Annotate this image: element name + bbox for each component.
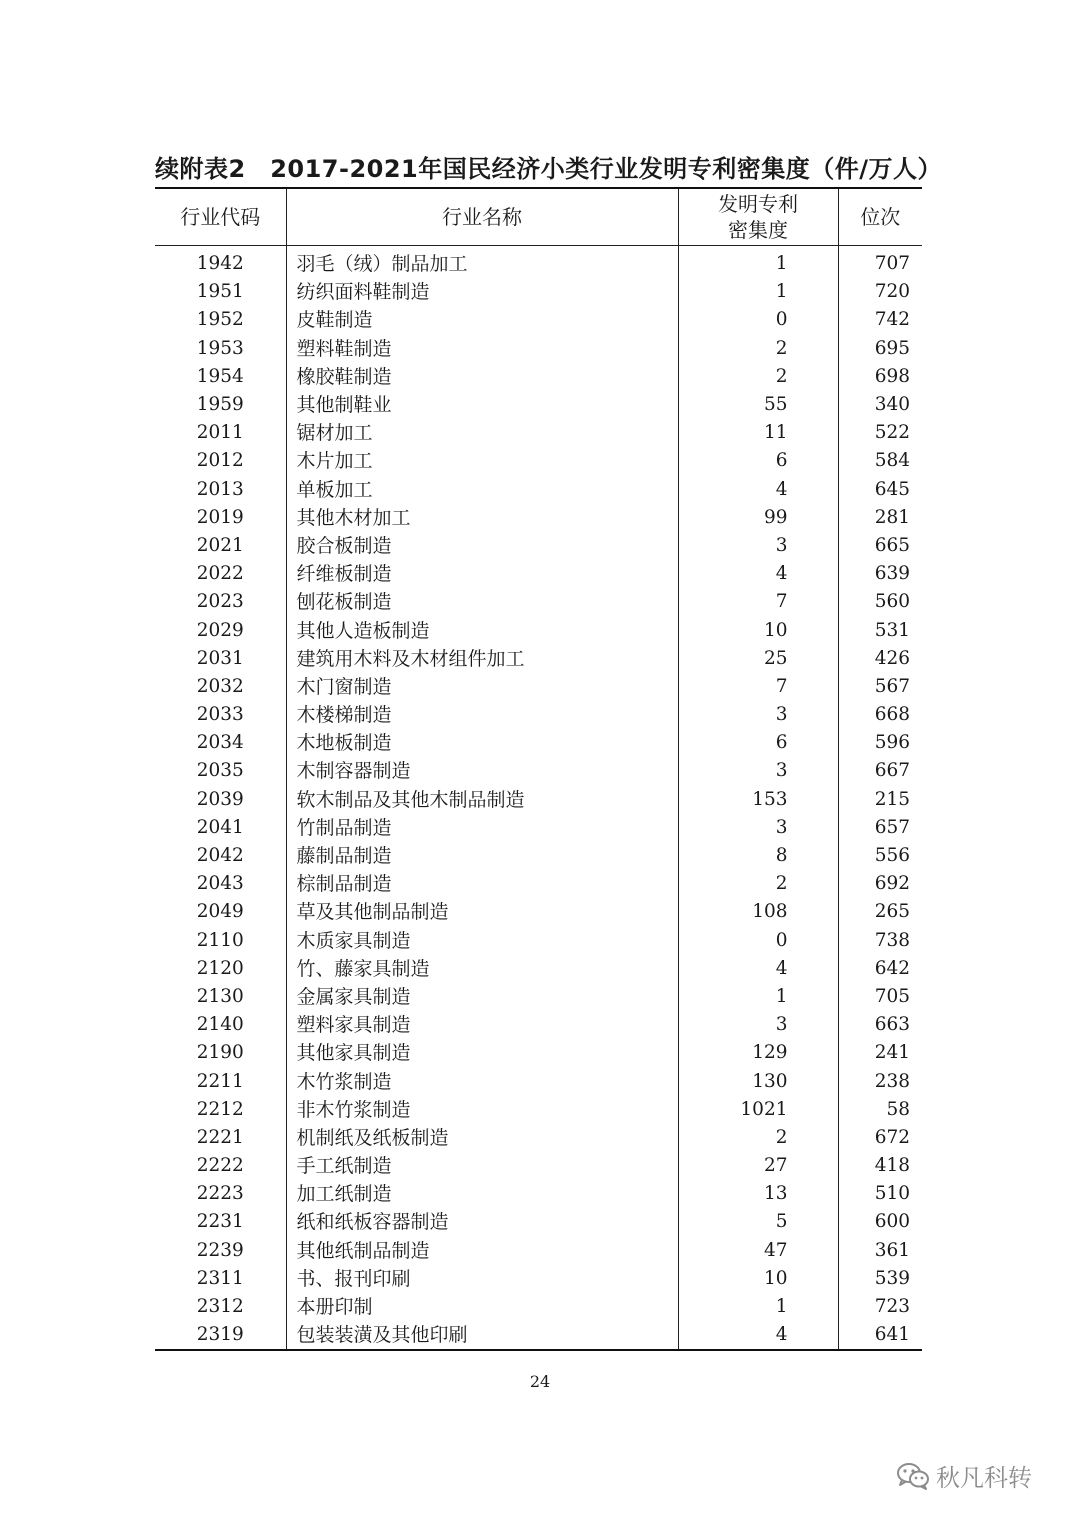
watermark [896,1458,1032,1493]
patent-density-cell: 27 [678,1152,838,1180]
patent-density-cell: 3 [678,532,838,560]
table-row [155,1096,922,1124]
table-row [155,898,922,926]
rank-cell: 665 [838,532,922,560]
rank-cell: 742 [838,306,922,334]
industry-code-cell: 2032 [196,675,244,697]
table-row [155,335,922,363]
patent-density-cell: 1 [678,278,838,306]
patent-density-cell: 7 [678,673,838,701]
table-row [155,447,922,475]
rank-cell: 596 [838,729,922,757]
industry-name-cell: 木质家具制造 [286,927,678,955]
patent-density-cell: 6 [678,729,838,757]
industry-name-cell: 皮鞋制造 [286,306,678,334]
table-row [155,1124,922,1152]
table-row [155,363,922,391]
patent-density-cell: 0 [678,927,838,955]
industry-name-cell: 软木制品及其他木制品制造 [286,786,678,814]
industry-name-cell: 其他制鞋业 [286,391,678,419]
patent-density-cell: 11 [678,419,838,447]
industry-name-cell: 木地板制造 [286,729,678,757]
patent-density-cell: 10 [678,616,838,644]
industry-code-cell: 2013 [196,478,244,500]
patent-density-cell: 3 [678,757,838,785]
header-industry-name: 行业名称 [286,188,678,246]
industry-name-cell: 纺织面料鞋制造 [286,278,678,306]
rank-cell: 238 [838,1067,922,1095]
table-row [155,1067,922,1095]
patent-density-cell: 4 [678,476,838,504]
industry-name-cell: 藤制品制造 [286,842,678,870]
table-row [155,701,922,729]
patent-density-cell: 25 [678,645,838,673]
rank-cell: 720 [838,278,922,306]
header-patent-density [678,188,838,246]
industry-code-cell: 2239 [196,1239,244,1261]
header-density-line1: 发明专利 [718,192,798,216]
patent-density-cell: 130 [678,1067,838,1095]
industry-name-cell: 木门窗制造 [286,673,678,701]
table-row [155,673,922,701]
patent-density-cell: 10 [678,1265,838,1293]
industry-code-cell: 2041 [196,816,244,838]
table-row [155,1039,922,1067]
industry-code-cell: 2110 [196,929,244,951]
patent-density-cell: 7 [678,588,838,616]
patent-density-cell: 2 [678,363,838,391]
industry-code-cell: 2319 [196,1324,244,1346]
rank-cell: 361 [838,1237,922,1265]
industry-code-cell: 2231 [196,1211,244,1233]
industry-code-cell: 2311 [196,1267,244,1289]
industry-name-cell: 棕制品制造 [286,870,678,898]
table-row [155,560,922,588]
table-row [155,476,922,504]
industry-code-cell: 2190 [196,1042,244,1064]
industry-code-cell: 2035 [196,760,244,782]
industry-code-cell: 1942 [196,253,244,275]
table-row [155,588,922,616]
rank-cell: 241 [838,1039,922,1067]
rank-cell: 281 [838,504,922,532]
industry-name-cell: 刨花板制造 [286,588,678,616]
rank-cell: 639 [838,560,922,588]
rank-cell: 663 [838,1011,922,1039]
industry-code-cell: 2223 [196,1183,244,1205]
industry-code-cell: 2029 [196,619,244,641]
industry-code-cell: 1951 [196,281,244,303]
rank-cell: 698 [838,363,922,391]
table-row [155,983,922,1011]
rank-cell: 426 [838,645,922,673]
table-row [155,645,922,673]
industry-name-cell: 金属家具制造 [286,983,678,1011]
table-row [155,391,922,419]
industry-name-cell: 单板加工 [286,476,678,504]
rank-cell: 707 [838,246,922,279]
industry-code-cell: 2034 [196,732,244,754]
industry-code-cell: 2019 [196,506,244,528]
industry-name-cell: 机制纸及纸板制造 [286,1124,678,1152]
patent-density-cell: 8 [678,842,838,870]
industry-name-cell: 其他纸制品制造 [286,1237,678,1265]
industry-name-cell: 木楼梯制造 [286,701,678,729]
industry-name-cell: 锯材加工 [286,419,678,447]
table-row [155,306,922,334]
industry-code-cell: 2022 [196,563,244,585]
patent-density-cell: 2 [678,1124,838,1152]
patent-density-cell: 55 [678,391,838,419]
industry-code-cell: 2042 [196,845,244,867]
table-row [155,870,922,898]
table-header-row [155,188,922,246]
industry-name-cell: 木片加工 [286,447,678,475]
table-row [155,1321,922,1350]
industry-code-cell: 1959 [196,394,244,416]
patent-density-cell: 1021 [678,1096,838,1124]
industry-name-cell: 书、报刊印刷 [286,1265,678,1293]
rank-cell: 695 [838,335,922,363]
industry-code-cell: 2023 [196,591,244,613]
rank-cell: 667 [838,757,922,785]
rank-cell: 340 [838,391,922,419]
table-row [155,955,922,983]
rank-cell: 58 [838,1096,922,1124]
rank-cell: 265 [838,898,922,926]
industry-name-cell: 手工纸制造 [286,1152,678,1180]
industry-name-cell: 其他木材加工 [286,504,678,532]
industry-name-cell: 其他家具制造 [286,1039,678,1067]
rank-cell: 567 [838,673,922,701]
patent-density-cell: 1 [678,1293,838,1321]
rank-cell: 641 [838,1321,922,1350]
table-row [155,616,922,644]
header-industry-code: 行业代码 [155,188,286,246]
patent-density-cell: 4 [678,1321,838,1350]
patent-density-cell: 129 [678,1039,838,1067]
industry-name-cell: 包装装潢及其他印刷 [286,1321,678,1350]
table-row [155,842,922,870]
table-row [155,504,922,532]
industry-name-cell: 竹、藤家具制造 [286,955,678,983]
table-row [155,1180,922,1208]
rank-cell: 215 [838,786,922,814]
rank-cell: 657 [838,814,922,842]
industry-name-cell: 其他人造板制造 [286,616,678,644]
industry-code-cell: 1952 [196,309,244,331]
industry-name-cell: 加工纸制造 [286,1180,678,1208]
patent-density-cell: 99 [678,504,838,532]
table-row [155,729,922,757]
industry-code-cell: 2049 [196,901,244,923]
industry-code-cell: 2043 [196,873,244,895]
patent-density-cell: 3 [678,1011,838,1039]
table-row [155,757,922,785]
industry-name-cell: 建筑用木料及木材组件加工 [286,645,678,673]
table-row [155,1208,922,1236]
industry-name-cell: 塑料鞋制造 [286,335,678,363]
industry-code-cell: 2140 [196,1014,244,1036]
patent-density-cell: 6 [678,447,838,475]
table-row [155,814,922,842]
patent-density-cell: 0 [678,306,838,334]
industry-code-cell: 2033 [196,704,244,726]
table-body [155,246,922,1351]
rank-cell: 668 [838,701,922,729]
rank-cell: 705 [838,983,922,1011]
rank-cell: 672 [838,1124,922,1152]
table-row [155,246,922,279]
industry-name-cell: 塑料家具制造 [286,1011,678,1039]
rank-cell: 531 [838,616,922,644]
table-row [155,1265,922,1293]
page-number: 24 [529,1372,551,1391]
rank-cell: 584 [838,447,922,475]
industry-name-cell: 纤维板制造 [286,560,678,588]
rank-cell: 738 [838,927,922,955]
rank-cell: 510 [838,1180,922,1208]
rank-cell: 522 [838,419,922,447]
industry-code-cell: 2012 [196,450,244,472]
industry-name-cell: 非木竹浆制造 [286,1096,678,1124]
industry-code-cell: 2120 [196,957,244,979]
watermark-text: 秋凡科转 [936,1464,1032,1492]
table-title: 续附表2 2017-2021年国民经济小类行业发明专利密集度（件/万人） [155,155,943,183]
rank-cell: 692 [838,870,922,898]
table-row [155,278,922,306]
patent-density-cell: 1 [678,246,838,279]
industry-code-cell: 2212 [196,1098,244,1120]
industry-name-cell: 橡胶鞋制造 [286,363,678,391]
industry-name-cell: 胶合板制造 [286,532,678,560]
patent-density-cell: 4 [678,955,838,983]
table-row [155,927,922,955]
table-row [155,1237,922,1265]
patent-density-cell: 2 [678,335,838,363]
industry-code-cell: 2011 [196,422,244,444]
patent-density-cell: 47 [678,1237,838,1265]
patent-density-cell: 3 [678,814,838,842]
industry-code-cell: 2031 [196,647,244,669]
patent-density-cell: 3 [678,701,838,729]
industry-name-cell: 纸和纸板容器制造 [286,1208,678,1236]
rank-cell: 600 [838,1208,922,1236]
patent-density-cell: 2 [678,870,838,898]
industry-name-cell: 草及其他制品制造 [286,898,678,926]
industry-name-cell: 竹制品制造 [286,814,678,842]
rank-cell: 556 [838,842,922,870]
table-row [155,419,922,447]
header-density-line2: 密集度 [728,218,788,242]
patent-density-cell: 108 [678,898,838,926]
patent-density-cell: 153 [678,786,838,814]
patent-density-cell: 13 [678,1180,838,1208]
industry-code-cell: 1953 [196,337,244,359]
table-row [155,1011,922,1039]
industry-code-cell: 2130 [196,985,244,1007]
patent-density-table [155,187,922,1351]
table-row [155,1293,922,1321]
rank-cell: 539 [838,1265,922,1293]
table-row [155,532,922,560]
patent-density-cell: 1 [678,983,838,1011]
industry-code-cell: 2211 [196,1070,244,1092]
industry-code-cell: 2221 [196,1126,244,1148]
rank-cell: 560 [838,588,922,616]
industry-name-cell: 木竹浆制造 [286,1067,678,1095]
industry-code-cell: 2312 [196,1296,244,1318]
industry-name-cell: 羽毛（绒）制品加工 [286,246,678,279]
industry-code-cell: 2039 [196,788,244,810]
rank-cell: 418 [838,1152,922,1180]
rank-cell: 723 [838,1293,922,1321]
industry-name-cell: 木制容器制造 [286,757,678,785]
table-row [155,786,922,814]
industry-code-cell: 2021 [196,534,244,556]
table-row [155,1152,922,1180]
rank-cell: 642 [838,955,922,983]
industry-name-cell: 本册印制 [286,1293,678,1321]
rank-cell: 645 [838,476,922,504]
wechat-icon [896,1462,930,1490]
header-rank: 位次 [838,188,922,246]
industry-code-cell: 1954 [196,365,244,387]
patent-density-cell: 4 [678,560,838,588]
patent-density-cell: 5 [678,1208,838,1236]
industry-code-cell: 2222 [196,1155,244,1177]
